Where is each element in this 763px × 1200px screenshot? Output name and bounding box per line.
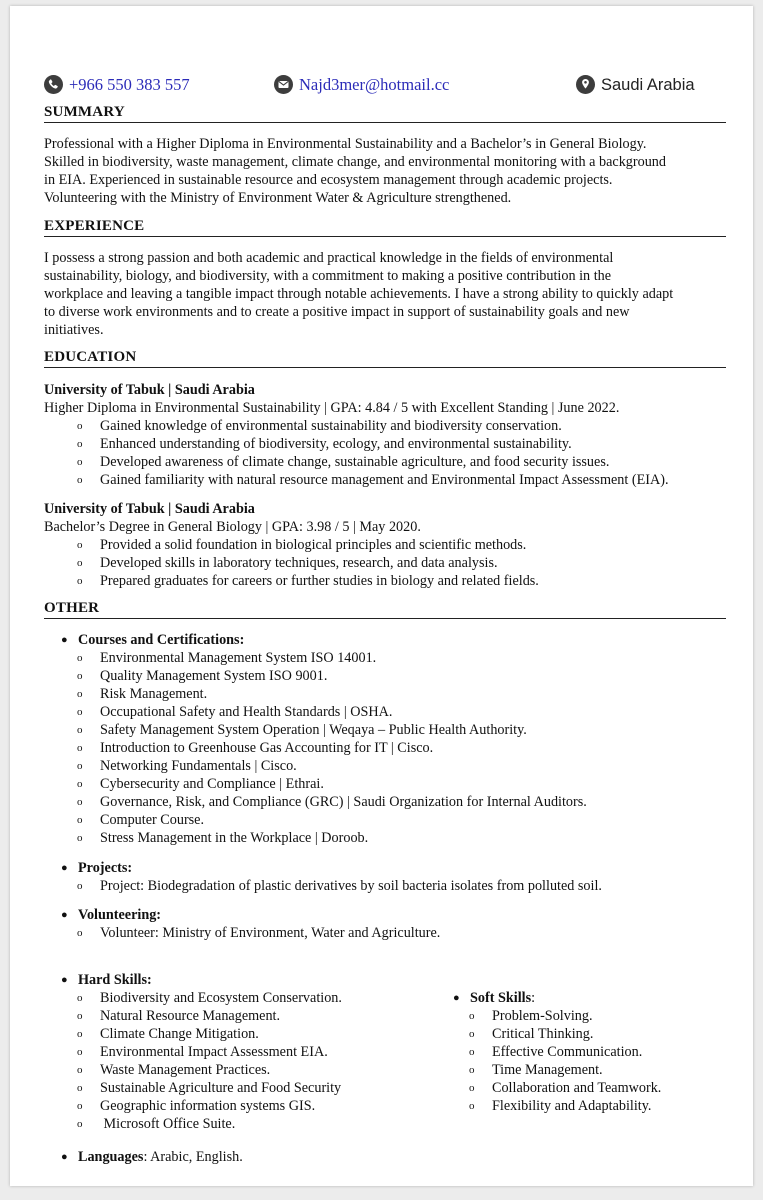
sub-bullet: o: [77, 438, 83, 450]
summary-line: Volunteering with the Ministry of Environment Water & Agriculture strengthened.: [44, 190, 512, 206]
sub-bullet: o: [77, 575, 83, 587]
summary-line: Professional with a Higher Diploma in Environmental Sustainability and a Bachelor’s in General Biology.: [44, 136, 647, 152]
section-divider: [44, 122, 726, 123]
experience-line: sustainability, biology, and biodiversity, with a commitment to making a positive contribution in the: [44, 268, 612, 284]
sub-bullet: o: [77, 557, 83, 569]
sub-bullet: o: [77, 1046, 83, 1058]
sub-bullet: o: [77, 652, 83, 664]
volunteering-list: o Volunteer: Ministry of Environment, Water and Agriculture.: [77, 925, 441, 941]
education-institution: University of Tabuk | Saudi Arabia: [44, 382, 255, 398]
sub-bullet: o: [469, 1082, 475, 1094]
bullet: ●: [61, 974, 68, 986]
sub-bullet: o: [77, 420, 83, 432]
sub-bullet: o: [77, 724, 83, 736]
sub-bullet: o: [77, 670, 83, 682]
experience-line: workplace and leaving a tangible impact through notable achievements. I have a strong ability to quickly adapt: [44, 286, 674, 302]
bullet: ●: [61, 634, 68, 646]
sub-bullet: o: [77, 456, 83, 468]
sub-bullet: o: [469, 1100, 475, 1112]
experience-line: I possess a strong passion and both academic and practical knowledge in the fields of environmental: [44, 250, 614, 266]
summary-line: Skilled in biodiversity, waste management, climate change, and environmental monitoring with a background: [44, 154, 666, 170]
email-address[interactable]: Najd3mer@hotmail.cc: [299, 75, 450, 94]
sub-bullet: o: [77, 742, 83, 754]
projects-heading: ● Projects:: [61, 860, 133, 876]
sub-bullet: o: [77, 1010, 83, 1022]
section-heading-other: OTHER: [44, 600, 100, 616]
courses-list: o Environmental Management System ISO 14001. o Quality Management System ISO 9001. o Risk Management. o Occupational Safety and Health Standards | OSHA. o Safety Management System Operation | Weqaya – Public Health Authority. o Introduction to Greenhouse Gas Accounting for IT | Cisco. o Networking Fundamentals | Cisco. o Cybersecurity and Compliance | Ethrai. o Governance, Risk, and Compliance (GRC) | Saudi Organization for Internal Auditors. o Computer Course. o Stress Management in the Workplace | Doroob.: [77, 650, 587, 846]
bullet: ●: [453, 992, 460, 1004]
sub-bullet: o: [77, 927, 83, 939]
sub-bullet: o: [77, 688, 83, 700]
section-divider: [44, 236, 726, 237]
email-icon: [274, 75, 293, 94]
languages-line: ● Languages: Arabic, English.: [61, 1149, 243, 1165]
phone-icon: [44, 75, 63, 94]
volunteering-heading: ● Volunteering:: [61, 907, 162, 923]
sub-bullet: o: [77, 539, 83, 551]
sub-bullet: o: [469, 1010, 475, 1022]
sub-bullet: o: [77, 760, 83, 772]
summary-paragraph: [44, 135, 734, 207]
sub-bullet: o: [77, 832, 83, 844]
sub-bullet: o: [77, 992, 83, 1004]
education-points: o Gained knowledge of environmental sustainability and biodiversity conservation. o Enhanced understanding of biodiversity, ecology, and environmental sustainability. o Developed awareness of climate change, sustainable agriculture, and food security issues. o Gained familiarity with natural resource management and Environmental Impact Assessment (EIA).: [77, 418, 669, 488]
education-degree: Higher Diploma in Environmental Sustainability | GPA: 4.84 / 5 with Excellent Standing | June 2022.: [44, 400, 620, 416]
soft-skills-heading: ● Soft Skills:: [453, 990, 536, 1006]
section-heading-experience: EXPERIENCE: [44, 218, 145, 234]
education-points: o Provided a solid foundation in biological principles and scientific methods. o Developed skills in laboratory techniques, research, and data analysis. o Prepared graduates for careers or further studies in biology and related fields.: [77, 537, 539, 589]
sub-bullet: o: [77, 1118, 83, 1130]
bullet: ●: [61, 1151, 68, 1163]
experience-line: to diverse work environments and to create a positive impact in support of sustainability goals and new: [44, 304, 630, 320]
sub-bullet: o: [77, 1082, 83, 1094]
sub-bullet: o: [469, 1064, 475, 1076]
location-pin-icon: [576, 75, 595, 94]
education-degree: Bachelor’s Degree in General Biology | GPA: 3.98 / 5 | May 2020.: [44, 519, 421, 535]
experience-paragraph: [44, 249, 734, 339]
hard-skills-list: o Biodiversity and Ecosystem Conservation. o Natural Resource Management. o Climate Change Mitigation. o Environmental Impact Assessment EIA. o Waste Management Practices. o Sustainable Agriculture and Food Security o Geographic information systems GIS. o Microsoft Office Suite.: [77, 990, 342, 1132]
education-institution: University of Tabuk | Saudi Arabia: [44, 501, 255, 517]
hard-skills-heading: ● Hard Skills:: [61, 972, 152, 988]
summary-line: in EIA. Experienced in sustainable resource and ecosystem management through academic projects.: [44, 172, 613, 188]
sub-bullet: o: [77, 796, 83, 808]
section-divider: [44, 367, 726, 368]
sub-bullet: o: [469, 1046, 475, 1058]
sub-bullet: o: [469, 1028, 475, 1040]
sub-bullet: o: [77, 814, 83, 826]
phone-number[interactable]: +966 550 383 557: [69, 75, 190, 94]
bullet: ●: [61, 862, 68, 874]
soft-skills-list: o Problem-Solving. o Critical Thinking. o Effective Communication. o Time Management. o Collaboration and Teamwork. o Flexibility and Adaptability.: [469, 1008, 662, 1114]
experience-line: initiatives.: [44, 322, 104, 338]
bullet: ●: [61, 909, 68, 921]
location-text: Saudi Arabia: [601, 76, 695, 94]
section-divider: [44, 618, 726, 619]
sub-bullet: o: [77, 778, 83, 790]
section-heading-education: EDUCATION: [44, 349, 137, 365]
projects-list: o Project: Biodegradation of plastic derivatives by soil bacteria isolates from polluted soil.: [77, 878, 602, 894]
section-heading-summary: SUMMARY: [44, 104, 125, 120]
sub-bullet: o: [77, 706, 83, 718]
sub-bullet: o: [77, 474, 83, 486]
courses-heading: ● Courses and Certifications:: [61, 632, 245, 648]
sub-bullet: o: [77, 880, 83, 892]
resume-page: [10, 6, 753, 1186]
sub-bullet: o: [77, 1028, 83, 1040]
sub-bullet: o: [77, 1064, 83, 1076]
sub-bullet: o: [77, 1100, 83, 1112]
contact-email: [274, 75, 464, 97]
